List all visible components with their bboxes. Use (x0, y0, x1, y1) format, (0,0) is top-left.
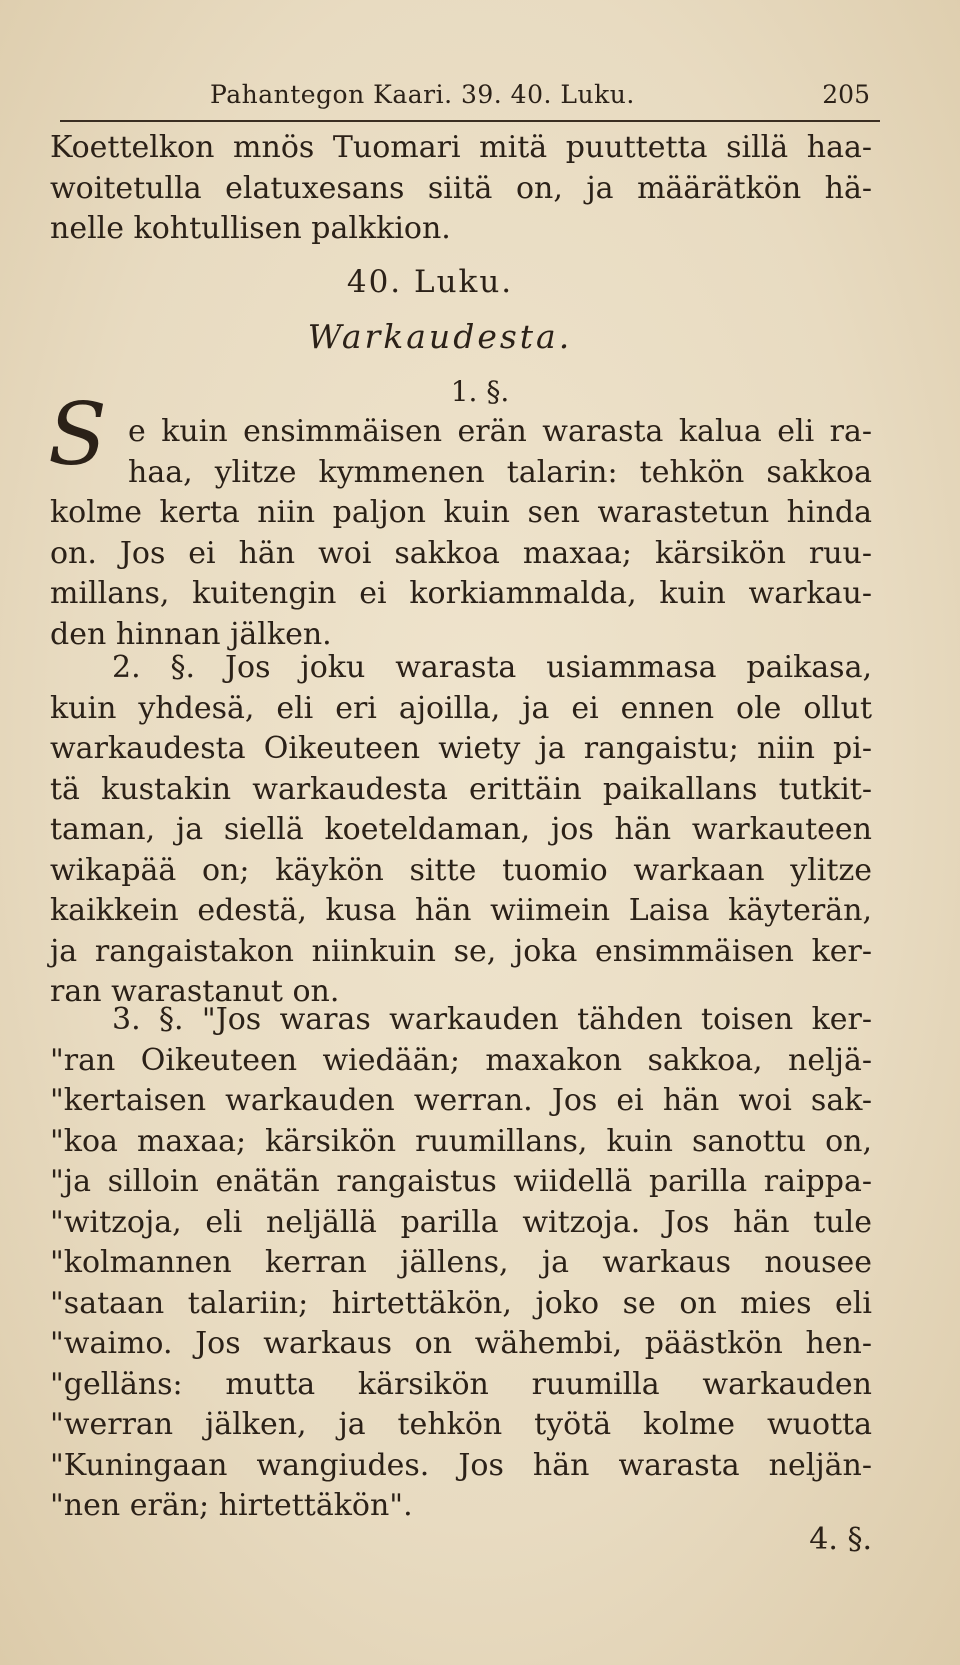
paragraph-1 (50, 412, 872, 655)
text-line: nelle kohtullisen palkkion. (50, 211, 451, 246)
text-line: kaikkein edestä, kusa hän wiimein Laisa käyterän, (50, 893, 872, 928)
running-title: Pahantegon Kaari. 39. 40. Luku. (210, 80, 635, 109)
text-line: "waimo. Jos warkaus on wähembi, päästkön hen- (50, 1326, 872, 1361)
text-line: "gelläns: mutta kärsikön ruumilla warkauden (50, 1366, 872, 1402)
text-line: ja rangaistakon niinkuin se, joka ensimmäisen ker- (50, 933, 872, 969)
text-line: taman, ja siellä koeteldaman, jos hän warkauteen (50, 812, 872, 847)
text-line: e kuin ensimmäisen erän warasta kalua eli ra- (128, 414, 872, 449)
chapter-number: 40. Luku. (346, 264, 514, 300)
text-line: den hinnan jälken. (50, 616, 332, 652)
section-marker: 1. §. (450, 375, 510, 408)
text-line: ran warastanut on. (50, 974, 340, 1009)
text-line: kuin yhdesä, eli eri ajoilla, ja ei ennen ole ollut (50, 690, 872, 726)
text-line: "witzoja, eli neljällä parilla witzoja. Jos hän tule (50, 1204, 872, 1240)
text-line: "ja silloin enätän rangaistus wiidellä parilla raippa- (50, 1164, 872, 1199)
next-section-marker: 4. §. (809, 1522, 872, 1557)
text-line: "Kuningaan wangiudes. Jos hän warasta neljän- (50, 1447, 872, 1483)
text-line: 2. §. Jos joku warasta usiammasa paikasa, (112, 650, 872, 685)
text-line: kolme kerta niin paljon kuin sen warastetun hinda (50, 495, 872, 530)
text-line: on. Jos ei hän woi sakkoa maxaa; kärsikön ruu- (50, 535, 872, 571)
page-number: 205 (822, 80, 870, 109)
drop-cap: S (48, 385, 107, 485)
text-line: "kertaisen warkauden werran. Jos ei hän woi sak- (50, 1083, 872, 1118)
header-rule (60, 120, 880, 122)
paragraph-3 (50, 1000, 872, 1527)
page-header (70, 80, 870, 120)
text-line: 3. §. "Jos waras warkauden tähden toisen ker- (112, 1002, 872, 1037)
text-line: tä kustakin warkaudesta erittäin paikallans tutkit- (50, 771, 872, 807)
text-line: "ran Oikeuteen wiedään; maxakon sakkoa, neljä- (50, 1042, 872, 1078)
text-line: millans, kuitengin ei korkiammalda, kuin warkau- (50, 576, 872, 611)
text-line: "koa maxaa; kärsikön ruumillans, kuin sanottu on, (50, 1123, 872, 1159)
text-line: woitetulla elatuxesans siitä on, ja määrätkön hä- (50, 170, 872, 206)
intro-text (50, 128, 872, 250)
paragraph-2 (50, 648, 872, 1013)
text-line: haa, ylitze kymmenen talarin: tehkön sakkoa (128, 454, 872, 490)
text-line: "sataan talariin; hirtettäkön, joko se on mies eli (50, 1285, 872, 1321)
text-line: "werran jälken, ja tehkön työtä kolme wuotta (50, 1407, 872, 1442)
text-line: warkaudesta Oikeuteen wiety ja rangaistu; niin pi- (50, 731, 872, 766)
text-line: wikapää on; käykön sitte tuomio warkaan ylitze (50, 852, 872, 888)
text-line: "nen erän; hirtettäkön". (50, 1488, 413, 1523)
chapter-title: Warkaudesta. (307, 317, 573, 356)
text-line: "kolmannen kerran jällens, ja warkaus nousee (50, 1245, 872, 1280)
text-line: Koettelkon mnös Tuomari mitä puuttetta sillä haa- (50, 130, 872, 165)
